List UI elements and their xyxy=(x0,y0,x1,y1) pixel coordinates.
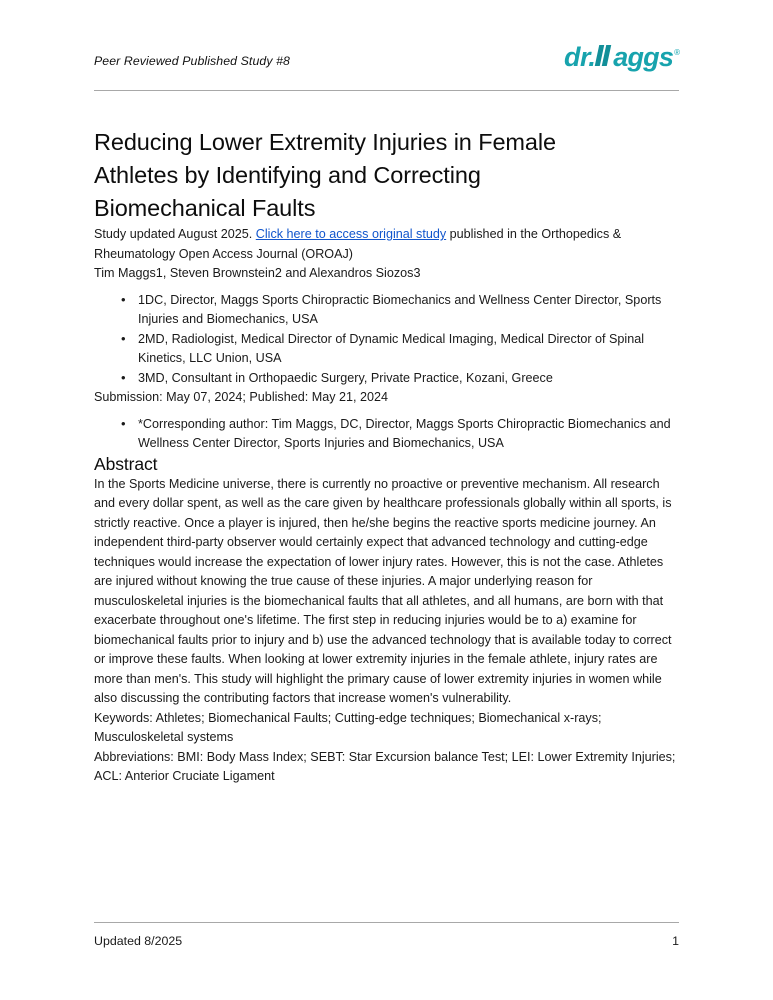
logo-m-bars-icon xyxy=(594,45,615,66)
footer-page-number: 1 xyxy=(672,934,679,948)
document-content xyxy=(94,126,679,787)
submission-published-line: Submission: May 07, 2024; Published: May 21, 2024 xyxy=(94,390,389,404)
update-text-before: Study updated August 2025. xyxy=(94,227,256,241)
study-update-line xyxy=(94,225,679,264)
authors-line: Tim Maggs1, Steven Brownstein2 and Alexandros Siozos3 xyxy=(94,266,421,280)
list-item: • 1DC, Director, Maggs Sports Chiropractic Biomechanics and Wellness Center Director, Sports Injuries and Biomechanics, USA xyxy=(94,291,679,330)
page-header xyxy=(94,44,679,91)
header-study-label: Peer Reviewed Published Study #8 xyxy=(94,54,290,68)
abstract-heading: Abstract xyxy=(94,453,158,474)
list-item: • *Corresponding author: Tim Maggs, DC, Director, Maggs Sports Chiropractic Biomechanics and Wellness Center Director, Sports Injuries and Biomechanics, USA xyxy=(94,415,679,454)
footer-updated-text: Updated 8/2025 xyxy=(94,934,183,948)
original-study-link[interactable]: Click here to access original study xyxy=(255,227,447,241)
abbreviations-line: Abbreviations: BMI: Body Mass Index; SEBT: Star Excursion balance Test; LEI: Lower Extremity Injuries; ACL: Anterior Cruciate Ligament xyxy=(94,749,676,783)
page-footer xyxy=(94,922,679,948)
dr-maggs-logo xyxy=(564,44,679,71)
page-title: Reducing Lower Extremity Injuries in Female Athletes by Identifying and Correcting Biomechanical Faults xyxy=(94,129,556,221)
logo-registered-mark: ® xyxy=(674,48,680,57)
list-item: • 2MD, Radiologist, Medical Director of Dynamic Medical Imaging, Medical Director of Spinal Kinetics, LLC Union, USA xyxy=(94,330,679,369)
corresponding-author-list xyxy=(94,415,679,454)
keywords-line: Keywords: Athletes; Biomechanical Faults; Cutting-edge techniques; Biomechanical x-rays; Musculoskeletal systems xyxy=(94,710,602,744)
update-text-after: published in the Orthopedics & Rheumatology Open Access Journal (OROAJ) xyxy=(94,227,622,261)
affiliations-list xyxy=(94,291,679,389)
abstract-body: In the Sports Medicine universe, there is currently no proactive or preventive mechanism. All research and every dollar spent, as well as the care given by healthcare professionals globally within all sports, is strictly reactive. Once a player is injured, then he/she begins the reactive sports medicine journey. An independent third-party observer would certainly expect that advanced technology and cutting-edge techniques would increase the expectation of lower injury rates. However, this is not the case. Athletes are injured without knowing the true cause of these injuries. A major underlying reason for musculoskeletal injuries is the biomechanical faults that all athletes, and all humans, are born with that exacerbate throughout one's lifetime. The first step in reducing injuries would be to a) examine for biomechanical faults prior to injury and b) use the advanced technology that is available today to correct or improve these faults. When looking at lower extremity injuries in the female athlete, injury rates are more than men's. This study will highlight the primary cause of lower extremity injuries in women while also discussing the contributing factors that increase women's vulnerability. xyxy=(94,476,672,705)
logo-name-text: aggs xyxy=(613,42,674,72)
list-item: • 3MD, Consultant in Orthopaedic Surgery, Private Practice, Kozani, Greece xyxy=(94,369,679,389)
logo-prefix-text: dr. xyxy=(564,42,596,72)
